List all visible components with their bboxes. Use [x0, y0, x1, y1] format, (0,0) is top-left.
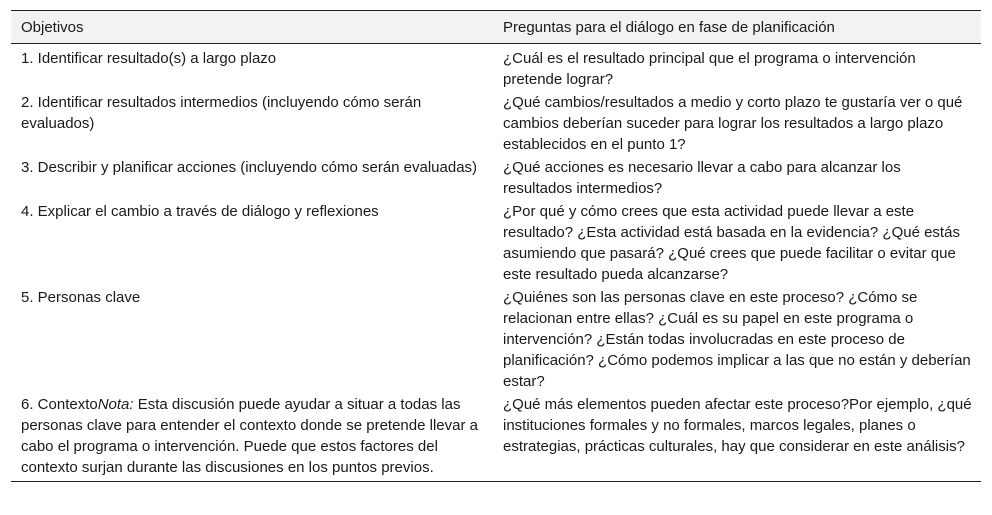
table-body	[11, 44, 981, 482]
objective-cell: 4. Explicar el cambio a través de diálogo y reflexiones	[21, 203, 379, 220]
table-row	[11, 156, 981, 200]
note-label: Nota:	[97, 396, 134, 413]
objective-cell	[11, 393, 493, 482]
header-row	[11, 11, 981, 44]
planning-table-container	[11, 10, 981, 482]
objective-cell: 5. Personas clave	[21, 289, 141, 306]
questions-cell: ¿Qué cambios/resultados a medio y corto plazo te gustaría ver o qué cambios deberían suceder para lograr los resultados a largo plazo establecidos en el punto 1?	[503, 94, 963, 153]
table-row	[11, 91, 981, 156]
questions-cell: ¿Cuál es el resultado principal que el programa o intervención pretende lograr?	[503, 50, 916, 88]
header-preguntas: Preguntas para el diálogo en fase de planificación	[493, 11, 981, 44]
table-row	[11, 286, 981, 393]
table-row	[11, 393, 981, 482]
objective-cell: 1. Identificar resultado(s) a largo plazo	[21, 50, 277, 67]
questions-cell: ¿Quiénes son las personas clave en este proceso? ¿Cómo se relacionan entre ellas? ¿Cuál es su papel en este programa o intervención? ¿Están todas involucradas en este proceso de planificación? ¿Cómo podemos implicar a las que no están y deberían estar?	[503, 289, 971, 390]
objective-cell: 2. Identificar resultados intermedios (incluyendo cómo serán evaluados)	[21, 94, 422, 132]
questions-cell: ¿Qué acciones es necesario llevar a cabo para alcanzar los resultados intermedios?	[503, 159, 901, 197]
objective-cell: 3. Describir y planificar acciones (incluyendo cómo serán evaluadas)	[21, 159, 478, 176]
objective-lead: 6. Contexto	[21, 396, 98, 413]
note-text: Esta discusión puede ayudar a situar a todas las personas clave para entender el contexto donde se pretende llevar a cabo el programa o intervención. Puede que estos factores del contexto surjan durante las discusiones en los puntos previos.	[21, 396, 478, 476]
table-row	[11, 44, 981, 92]
table-row	[11, 200, 981, 286]
header-objetivos: Objetivos	[11, 11, 493, 44]
questions-cell: ¿Qué más elementos pueden afectar este proceso?Por ejemplo, ¿qué instituciones formales y no formales, marcos legales, planes o estrategias, prácticas culturales, hay que considerar en este análisis?	[493, 393, 981, 482]
planning-dialogue-table	[11, 10, 981, 482]
table-header	[11, 11, 981, 44]
questions-cell: ¿Por qué y cómo crees que esta actividad puede llevar a este resultado? ¿Esta actividad está basada en la evidencia? ¿Qué estás asumiendo que pasará? ¿Qué crees que puede facilitar o evitar que este resultado pueda alcanzarse?	[503, 203, 960, 283]
